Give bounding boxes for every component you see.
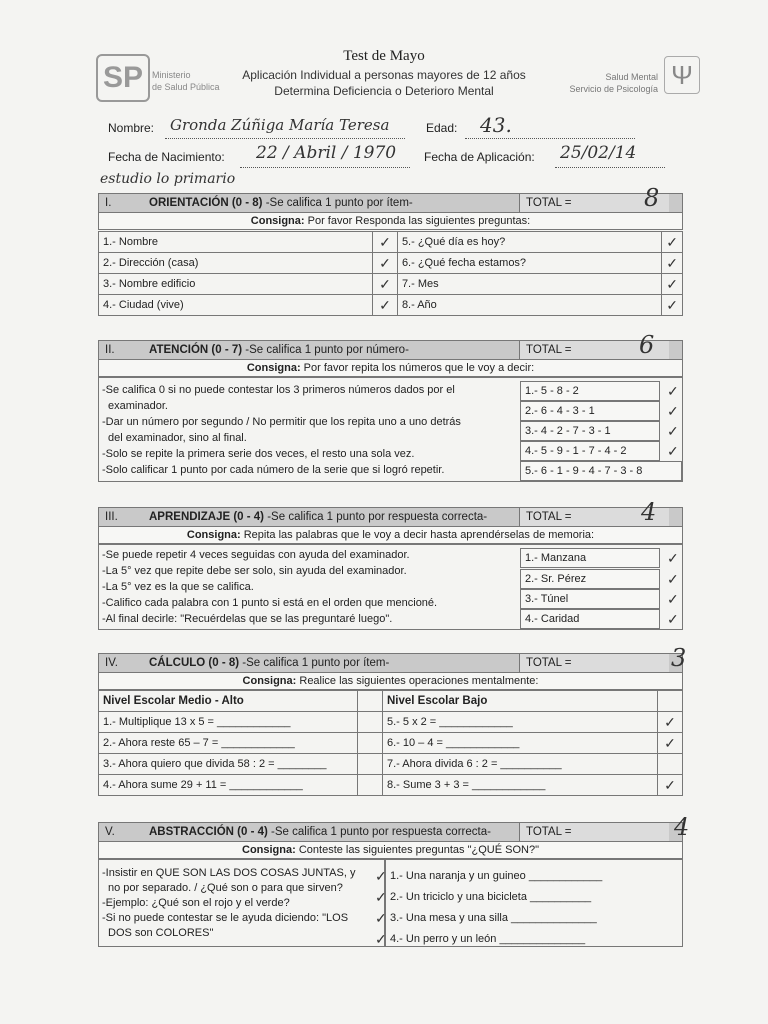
check-mark[interactable]: ✓ xyxy=(375,931,387,947)
section-title: CÁLCULO (0 - 8) xyxy=(149,657,240,669)
check-mark[interactable]: ✓ xyxy=(662,232,683,253)
orientation-item: 5.- ¿Qué día es hoy? xyxy=(397,232,661,253)
orientation-item: 2.- Dirección (casa) xyxy=(99,253,373,274)
calculation-table xyxy=(98,690,683,796)
check-mark[interactable]: ✓ xyxy=(662,253,683,274)
section-title: APRENDIZAJE (0 - 4) xyxy=(149,511,265,523)
total-score[interactable]: 4 xyxy=(674,813,690,841)
name-value[interactable]: Gronda Zúñiga María Teresa xyxy=(170,116,390,134)
section-number: IV. xyxy=(105,657,119,669)
check-mark[interactable]: ✓ xyxy=(667,571,679,587)
orientation-item: 8.- Año xyxy=(397,295,661,316)
document-subtitle-1: Aplicación Individual a personas mayores de 12 años xyxy=(242,68,526,82)
check-mark[interactable]: ✓ xyxy=(667,383,679,399)
total-label: TOTAL = xyxy=(519,508,669,526)
total-label: TOTAL = xyxy=(519,194,669,212)
dob-line xyxy=(240,167,410,168)
section-title: ATENCIÓN (0 - 7) xyxy=(149,344,243,356)
check-mark[interactable]: ✓ xyxy=(667,550,679,566)
psi-logo-icon: Ψ xyxy=(664,56,700,94)
check-mark[interactable]: ✓ xyxy=(373,295,398,316)
attention-series: 5.- 6 - 1 - 9 - 4 - 7 - 3 - 8 xyxy=(520,461,682,481)
document-subtitle-2: Determina Deficiencia o Deterioro Mental xyxy=(274,84,494,98)
name-line xyxy=(165,138,405,139)
section-abstraction-instruction: Consigna: Conteste las siguientes preguntas "¿QUÉ SON?" xyxy=(98,842,683,859)
check-mark[interactable]: ✓ xyxy=(375,910,387,926)
document-title: Test de Mayo xyxy=(343,48,425,64)
calculation-item: 5.- 5 x 2 = ____________ xyxy=(383,712,658,733)
check-mark[interactable]: ✓ xyxy=(373,274,398,295)
attention-series: 4.- 5 - 9 - 1 - 7 - 4 - 2 xyxy=(520,441,660,461)
check-mark[interactable]: ✓ xyxy=(658,775,683,796)
check-mark[interactable]: ✓ xyxy=(667,591,679,607)
calculation-item: 2.- Ahora reste 65 – 7 = ____________ xyxy=(99,733,358,754)
attention-series: 1.- 5 - 8 - 2 xyxy=(520,381,660,401)
total-score[interactable]: 4 xyxy=(641,498,657,526)
section-calculation-instruction: Consigna: Realice las siguientes operaciones mentalmente: xyxy=(98,673,683,690)
section-number: V. xyxy=(105,826,115,838)
total-label: TOTAL = xyxy=(519,823,669,841)
calculation-item: 6.- 10 – 4 = ____________ xyxy=(383,733,658,754)
learning-word: 2.- Sr. Pérez xyxy=(520,569,660,589)
ministry-logo: SP xyxy=(96,54,150,102)
section-description: -Se califica 1 punto por número- xyxy=(242,344,409,356)
calculation-item: 3.- Ahora quiero que divida 58 : 2 = ________ xyxy=(99,754,358,775)
orientation-item: 3.- Nombre edificio xyxy=(99,274,373,295)
check-mark[interactable]: ✓ xyxy=(375,889,387,905)
orientation-item: 6.- ¿Qué fecha estamos? xyxy=(397,253,661,274)
calculation-item: 7.- Ahora divida 6 : 2 = __________ xyxy=(383,754,658,775)
check-mark[interactable]: ✓ xyxy=(375,868,387,884)
abstraction-question: 1.- Una naranja y un guineo ____________ xyxy=(390,870,603,882)
section-orientation-header xyxy=(98,184,683,213)
attention-series: 2.- 6 - 4 - 3 - 1 xyxy=(520,401,660,421)
abstraction-question: 4.- Un perro y un león ______________ xyxy=(390,933,586,945)
check-mark[interactable]: ✓ xyxy=(373,253,398,274)
abstraction-question: 3.- Una mesa y una silla ______________ xyxy=(390,912,597,924)
column-header: Nivel Escolar Medio - Alto xyxy=(99,691,358,712)
section-number: I. xyxy=(105,197,112,209)
section-learning-instruction: Consigna: Repita las palabras que le voy a decir hasta aprendérselas de memoria: xyxy=(98,527,683,544)
section-description: -Se califica 1 punto por respuesta correcta- xyxy=(264,511,488,523)
ministry-name-line1: Ministerio xyxy=(152,70,191,80)
age-line xyxy=(465,138,635,139)
learning-word: 4.- Caridad xyxy=(520,609,660,629)
attention-instructions: -Se califica 0 si no puede contestar los 3 primeros números dados por el examinador. -Dar un número por segundo / No permitir que los repita uno a uno detrás del examinador, sino al final. -Solo se repite la primera serie dos veces, el resto una sola vez. -Solo calificar 1 punto por cada número de la serie que si logró repetir. xyxy=(102,384,461,476)
section-attention-header xyxy=(98,331,683,360)
dept-name-line1: Salud Mental xyxy=(605,72,658,82)
section-title: ABSTRACCIÓN (0 - 4) xyxy=(149,826,268,838)
age-label: Edad: xyxy=(426,121,458,135)
abstraction-question: 2.- Un triciclo y una bicicleta __________ xyxy=(390,891,592,903)
section-description: -Se califica 1 punto por respuesta correcta- xyxy=(267,826,491,838)
dob-value[interactable]: 22 / Abril / 1970 xyxy=(256,143,397,163)
total-score[interactable]: 6 xyxy=(639,331,655,359)
total-score[interactable]: 8 xyxy=(644,184,660,212)
total-label: TOTAL = xyxy=(519,654,669,672)
handwritten-note: estudio lo primario xyxy=(100,171,236,187)
section-number: II. xyxy=(105,344,115,356)
check-mark[interactable]: ✓ xyxy=(662,295,683,316)
application-date-line xyxy=(555,167,665,168)
ministry-name-line2: de Salud Pública xyxy=(152,82,220,92)
check-mark[interactable]: ✓ xyxy=(658,712,683,733)
section-orientation-instruction: Consigna: Por favor Responda las siguientes preguntas: xyxy=(98,213,683,230)
total-score[interactable]: 3 xyxy=(671,644,687,672)
check-mark[interactable]: ✓ xyxy=(667,611,679,627)
section-number: III. xyxy=(105,511,118,523)
age-value[interactable]: 43. xyxy=(480,113,512,137)
check-mark[interactable]: ✓ xyxy=(667,423,679,439)
learning-word: 3.- Túnel xyxy=(520,589,660,609)
section-description: -Se califica 1 punto por ítem- xyxy=(262,197,413,209)
section-learning-header xyxy=(98,498,683,527)
calculation-item: 1.- Multiplique 13 x 5 = ____________ xyxy=(99,712,358,733)
section-attention-instruction: Consigna: Por favor repita los números que le voy a decir: xyxy=(98,360,683,377)
name-label: Nombre: xyxy=(108,121,155,135)
learning-word: 1.- Manzana xyxy=(520,548,660,568)
calculation-item: 4.- Ahora sume 29 + 11 = ____________ xyxy=(99,775,358,796)
orientation-table xyxy=(98,231,683,316)
section-title: ORIENTACIÓN (0 - 8) xyxy=(149,197,263,209)
orientation-item: 4.- Ciudad (vive) xyxy=(99,295,373,316)
dept-name-line2: Servicio de Psicología xyxy=(569,84,658,94)
section-abstraction-header xyxy=(98,813,690,842)
abstraction-questions xyxy=(390,866,660,950)
check-mark[interactable]: ✓ xyxy=(658,733,683,754)
dob-label: Fecha de Nacimiento: xyxy=(108,150,225,164)
total-label: TOTAL = xyxy=(519,341,669,359)
check-mark[interactable]: ✓ xyxy=(373,232,398,253)
check-mark[interactable]: ✓ xyxy=(667,403,679,419)
check-mark[interactable]: ✓ xyxy=(667,443,679,459)
check-mark[interactable]: ✓ xyxy=(662,274,683,295)
orientation-item: 1.- Nombre xyxy=(99,232,373,253)
attention-series: 3.- 4 - 2 - 7 - 3 - 1 xyxy=(520,421,660,441)
application-date-label: Fecha de Aplicación: xyxy=(424,150,535,164)
abstraction-instructions: -Insistir en QUE SON LAS DOS COSAS JUNTAS, y no por separado. / ¿Qué son o para que sirven? -Ejemplo: ¿Qué son el rojo y el verde? -Si no puede contestar se le ayuda diciendo: "LOS DOS son COLORES" xyxy=(102,867,356,939)
section-calculation-header xyxy=(98,644,687,673)
orientation-item: 7.- Mes xyxy=(397,274,661,295)
section-description: -Se califica 1 punto por ítem- xyxy=(239,657,390,669)
calculation-item: 8.- Sume 3 + 3 = ____________ xyxy=(383,775,658,796)
column-header: Nivel Escolar Bajo xyxy=(383,691,658,712)
application-date-value[interactable]: 25/02/14 xyxy=(560,143,637,163)
learning-instructions: -Se puede repetir 4 veces seguidas con ayuda del examinador. -La 5° vez que repite debe ser solo, sin ayuda del examinador. -La 5° vez es la que se califica. -Califico cada palabra con 1 punto si está en el orden que mencioné. -Al final decirle: "Recuérdelas que se las preguntaré luego". xyxy=(102,549,438,625)
